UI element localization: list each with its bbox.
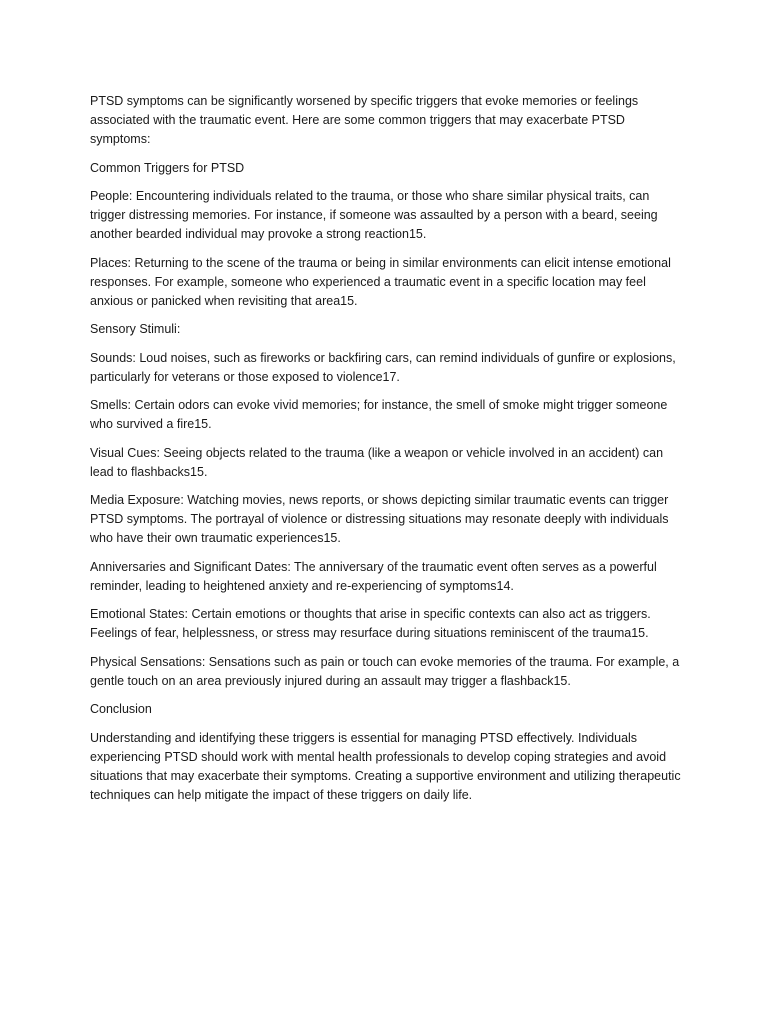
trigger-anniversaries-paragraph: Anniversaries and Significant Dates: The anniversary of the traumatic event often serves as a powerful reminder, leading to heightened anxiety and re-experiencing of symptoms14. (90, 559, 657, 593)
trigger-sounds-paragraph: Sounds: Loud noises, such as fireworks or backfiring cars, can remind individuals of gunfire or explosions, particularly for veterans or those exposed to violence17. (90, 350, 676, 384)
section-heading-common-triggers: Common Triggers for PTSD (90, 160, 245, 175)
section-heading-sensory-stimuli: Sensory Stimuli: (90, 322, 181, 336)
section-heading-conclusion: Conclusion (90, 702, 152, 716)
trigger-physical-sensations-paragraph: Physical Sensations: Sensations such as pain or touch can evoke memories of the trauma. For example, a gentle touch on an area previously injured during an assault may trigger a flashback15. (90, 654, 680, 688)
trigger-places-paragraph: Places: Returning to the scene of the trauma or being in similar environments can elicit intense emotional responses. For example, someone who experienced a traumatic event in a specific location may feel anxious or panicked when revisiting that area15. (90, 255, 671, 308)
trigger-visual-cues-paragraph: Visual Cues: Seeing objects related to the trauma (like a weapon or vehicle involved in an accident) can lead to flashbacks15. (90, 445, 664, 479)
trigger-smells-paragraph: Smells: Certain odors can evoke vivid memories; for instance, the smell of smoke might trigger someone who survived a fire15. (90, 398, 668, 431)
trigger-people-paragraph: People: Encountering individuals related to the trauma, or those who share similar physical traits, can trigger distressing memories. For instance, if someone was assaulted by a person with a beard, seeing another bearded individual may provoke a strong reaction15. (90, 189, 658, 241)
trigger-emotional-states-paragraph: Emotional States: Certain emotions or thoughts that arise in specific contexts can also act as triggers. Feelings of fear, helplessness, or stress may resurface during situations reminiscent of the trauma15. (90, 607, 651, 640)
intro-paragraph: PTSD symptoms can be significantly worsened by specific triggers that evoke memories or feelings associated with the traumatic event. Here are some common triggers that may exacerbate PTSD symptoms: (90, 94, 639, 146)
conclusion-paragraph: Understanding and identifying these triggers is essential for managing PTSD effectively. Individuals experiencing PTSD should work with mental health professionals to develop coping strategies and avoid situations that may exacerbate their symptoms. Creating a supportive environment and utilizing therapeutic techniques can help mitigate the impact of these triggers on daily life. (90, 730, 681, 802)
document-page (90, 92, 682, 814)
trigger-media-exposure-paragraph: Media Exposure: Watching movies, news reports, or shows depicting similar traumatic events can trigger PTSD symptoms. The portrayal of violence or distressing situations may resonate deeply with individuals who have their own traumatic experiences15. (90, 493, 669, 545)
